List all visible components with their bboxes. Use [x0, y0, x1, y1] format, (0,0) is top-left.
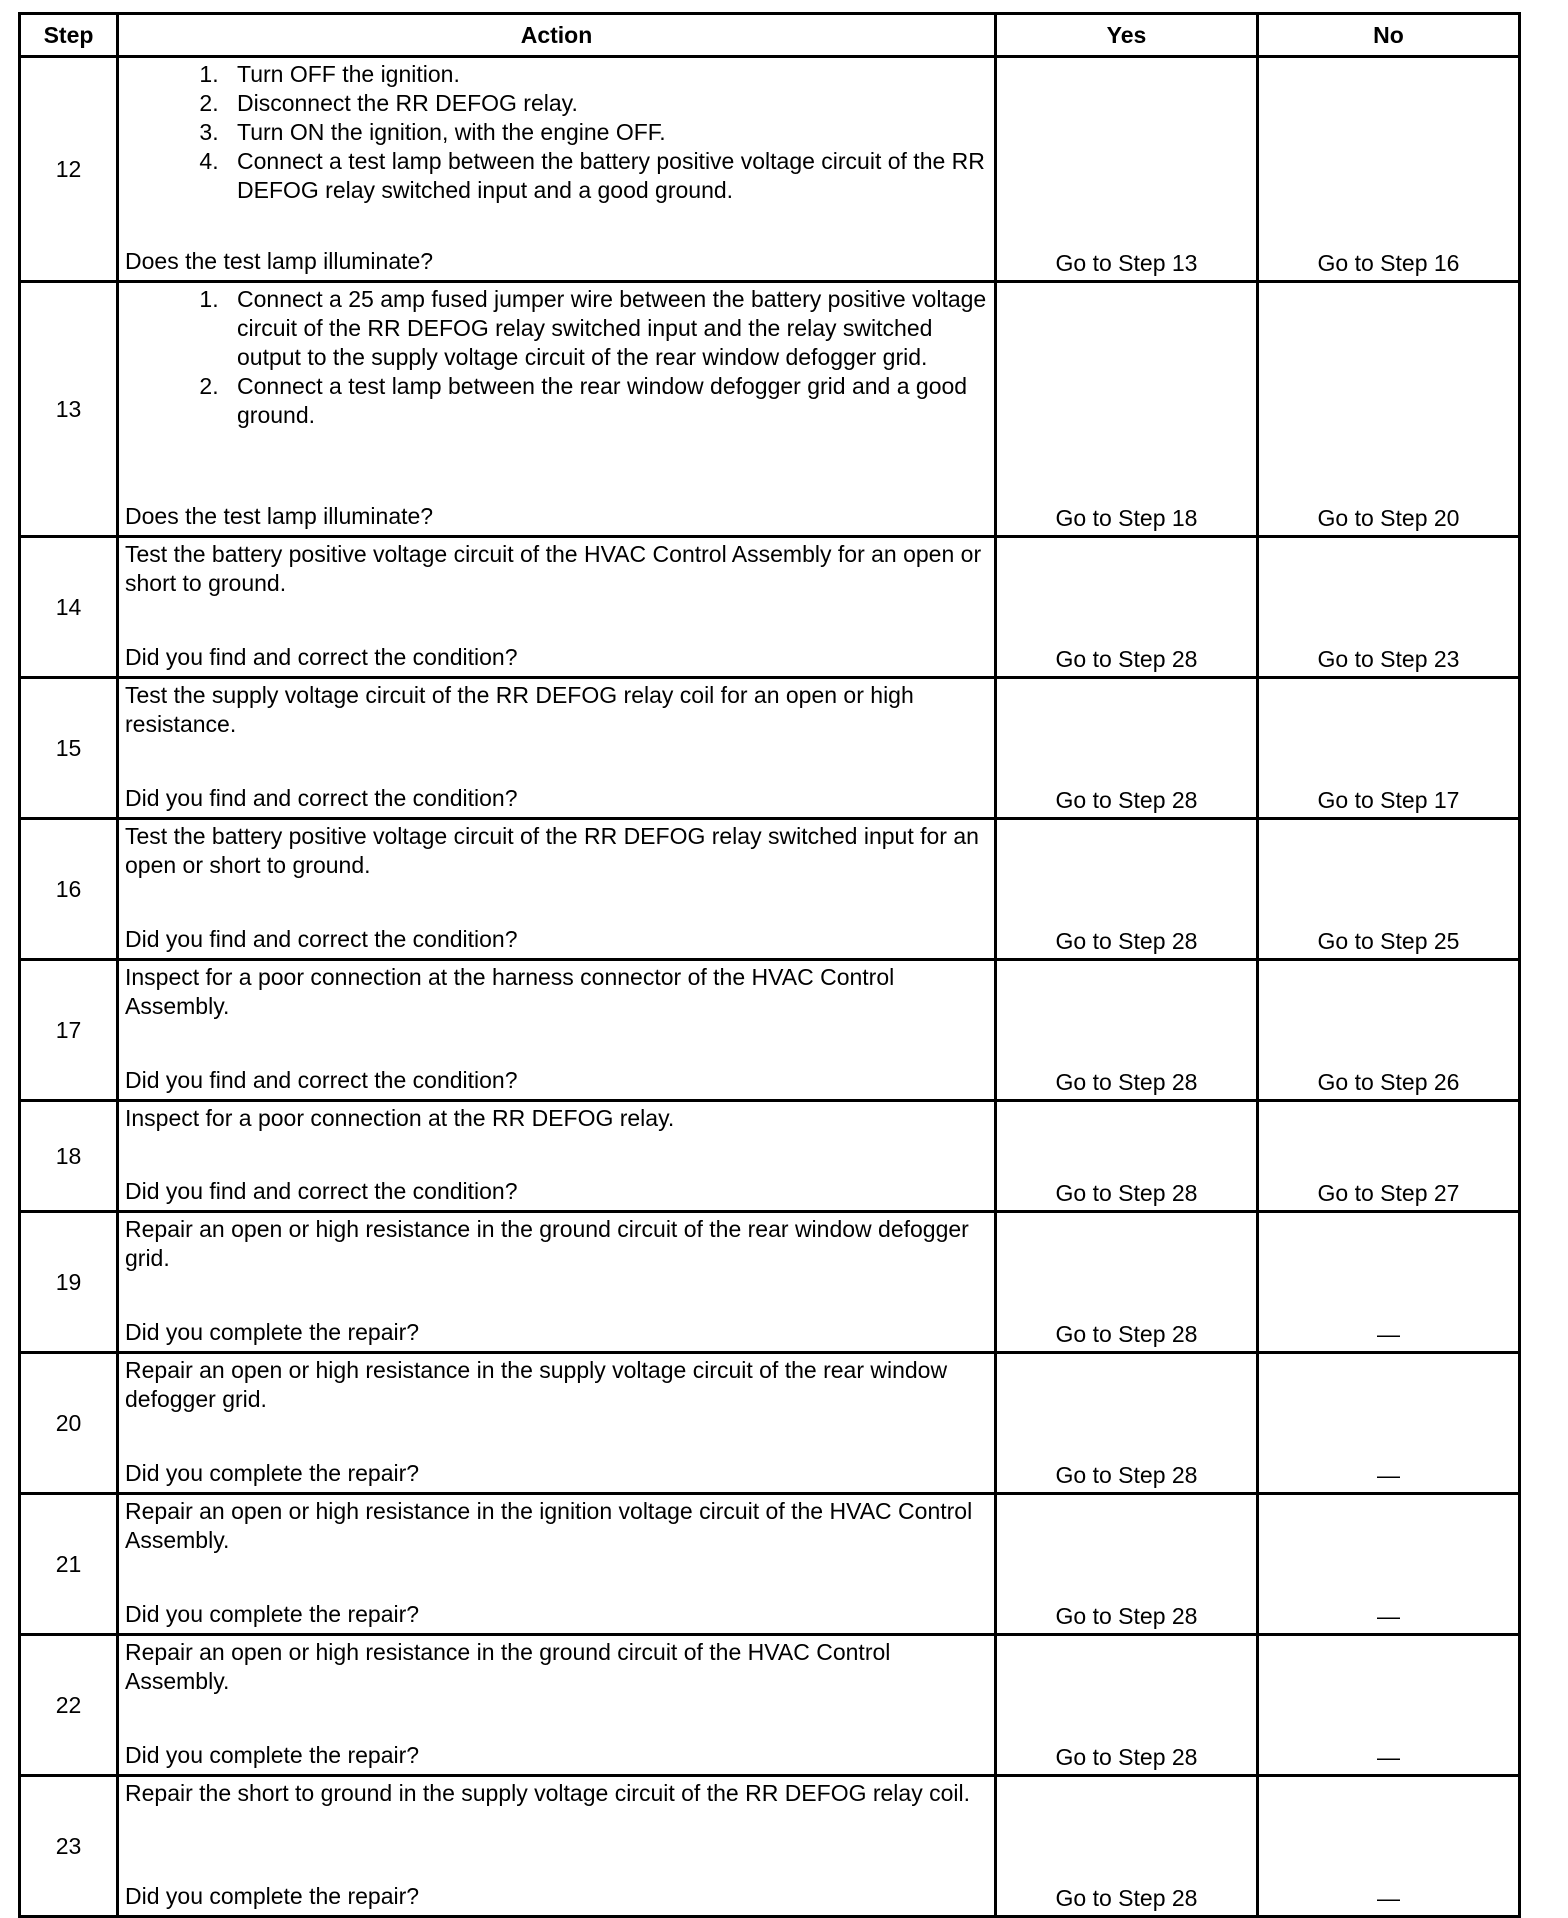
table-row	[20, 1635, 1520, 1776]
header-step: Step	[20, 14, 118, 57]
step-number: 18	[20, 1101, 118, 1212]
step-number: 21	[20, 1494, 118, 1635]
step-number: 17	[20, 960, 118, 1101]
yes-result: Go to Step 28	[996, 1776, 1258, 1917]
action-cell	[118, 819, 996, 960]
action-question: Does the test lamp illuminate?	[125, 248, 434, 274]
action-text: Inspect for a poor connection at the RR DEFOG relay.	[125, 1105, 675, 1131]
yes-result: Go to Step 13	[996, 57, 1258, 282]
action-steps-list	[125, 60, 988, 205]
action-question: Did you find and correct the condition?	[125, 785, 518, 811]
action-cell	[118, 1212, 996, 1353]
no-result: —	[1258, 1494, 1520, 1635]
action-step: 4. Connect a test lamp between the battery positive voltage circuit of the RR DEFOG relay switched input and a good ground.	[225, 147, 988, 205]
action-text: Repair the short to ground in the supply voltage circuit of the RR DEFOG relay coil.	[125, 1780, 971, 1806]
action-steps-list	[125, 285, 988, 430]
no-result: Go to Step 23	[1258, 537, 1520, 678]
action-step: 2. Connect a test lamp between the rear window defogger grid and a good ground.	[225, 372, 988, 430]
action-cell	[118, 1353, 996, 1494]
action-cell	[118, 1494, 996, 1635]
yes-result: Go to Step 28	[996, 1212, 1258, 1353]
no-result: —	[1258, 1212, 1520, 1353]
action-text: Test the battery positive voltage circuit of the HVAC Control Assembly for an open or short to ground.	[125, 541, 982, 596]
action-question: Did you complete the repair?	[125, 1742, 420, 1768]
no-result: —	[1258, 1635, 1520, 1776]
yes-result: Go to Step 28	[996, 537, 1258, 678]
no-result: —	[1258, 1776, 1520, 1917]
step-number: 13	[20, 282, 118, 537]
action-step: 1. Connect a 25 amp fused jumper wire between the battery positive voltage circuit of the RR DEFOG relay switched input and the relay switched output to the supply voltage circuit of the rear window defogger grid.	[225, 285, 988, 372]
no-result: Go to Step 25	[1258, 819, 1520, 960]
table-row	[20, 678, 1520, 819]
step-number: 23	[20, 1776, 118, 1917]
table-row	[20, 819, 1520, 960]
header-no: No	[1258, 14, 1520, 57]
no-result: Go to Step 26	[1258, 960, 1520, 1101]
yes-result: Go to Step 28	[996, 960, 1258, 1101]
table-row	[20, 1212, 1520, 1353]
table-row	[20, 960, 1520, 1101]
diagnostic-table-container	[18, 12, 1518, 1918]
table-row	[20, 1101, 1520, 1212]
step-number: 14	[20, 537, 118, 678]
action-text: Test the battery positive voltage circuit of the RR DEFOG relay switched input for an open or short to ground.	[125, 823, 979, 878]
diagnostic-table	[18, 12, 1521, 1918]
action-question: Did you find and correct the condition?	[125, 644, 518, 670]
yes-result: Go to Step 28	[996, 819, 1258, 960]
table-row	[20, 1494, 1520, 1635]
no-result: Go to Step 16	[1258, 57, 1520, 282]
action-cell	[118, 1776, 996, 1917]
table-row	[20, 282, 1520, 537]
step-number: 20	[20, 1353, 118, 1494]
action-text: Repair an open or high resistance in the supply voltage circuit of the rear window defogger grid.	[125, 1357, 948, 1412]
action-text: Inspect for a poor connection at the harness connector of the HVAC Control Assembly.	[125, 964, 895, 1019]
no-result: Go to Step 27	[1258, 1101, 1520, 1212]
yes-result: Go to Step 28	[996, 1101, 1258, 1212]
action-question: Did you complete the repair?	[125, 1601, 420, 1627]
table-row	[20, 1353, 1520, 1494]
action-step: 2. Disconnect the RR DEFOG relay.	[225, 89, 988, 118]
no-result: —	[1258, 1353, 1520, 1494]
no-result: Go to Step 17	[1258, 678, 1520, 819]
table-row	[20, 57, 1520, 282]
yes-result: Go to Step 28	[996, 1353, 1258, 1494]
action-cell	[118, 57, 996, 282]
step-number: 16	[20, 819, 118, 960]
action-cell	[118, 960, 996, 1101]
action-step: 3. Turn ON the ignition, with the engine OFF.	[225, 118, 988, 147]
header-action: Action	[118, 14, 996, 57]
yes-result: Go to Step 28	[996, 678, 1258, 819]
action-question: Does the test lamp illuminate?	[125, 503, 434, 529]
action-cell	[118, 678, 996, 819]
step-number: 12	[20, 57, 118, 282]
action-question: Did you find and correct the condition?	[125, 926, 518, 952]
yes-result: Go to Step 18	[996, 282, 1258, 537]
action-question: Did you complete the repair?	[125, 1319, 420, 1345]
action-text: Repair an open or high resistance in the ground circuit of the rear window defogger grid.	[125, 1216, 969, 1271]
step-number: 22	[20, 1635, 118, 1776]
yes-result: Go to Step 28	[996, 1494, 1258, 1635]
action-text: Test the supply voltage circuit of the RR DEFOG relay coil for an open or high resistance.	[125, 682, 914, 737]
action-cell	[118, 1101, 996, 1212]
action-cell	[118, 282, 996, 537]
header-yes: Yes	[996, 14, 1258, 57]
step-number: 19	[20, 1212, 118, 1353]
table-row	[20, 537, 1520, 678]
table-row	[20, 1776, 1520, 1917]
action-question: Did you complete the repair?	[125, 1460, 420, 1486]
action-cell	[118, 1635, 996, 1776]
action-question: Did you find and correct the condition?	[125, 1067, 518, 1093]
no-result: Go to Step 20	[1258, 282, 1520, 537]
action-step: 1. Turn OFF the ignition.	[225, 60, 988, 89]
table-header-row	[20, 14, 1520, 57]
action-text: Repair an open or high resistance in the ignition voltage circuit of the HVAC Control Assembly.	[125, 1498, 973, 1553]
action-cell	[118, 537, 996, 678]
yes-result: Go to Step 28	[996, 1635, 1258, 1776]
action-text: Repair an open or high resistance in the ground circuit of the HVAC Control Assembly.	[125, 1639, 891, 1694]
action-question: Did you find and correct the condition?	[125, 1178, 518, 1204]
step-number: 15	[20, 678, 118, 819]
action-question: Did you complete the repair?	[125, 1883, 420, 1909]
